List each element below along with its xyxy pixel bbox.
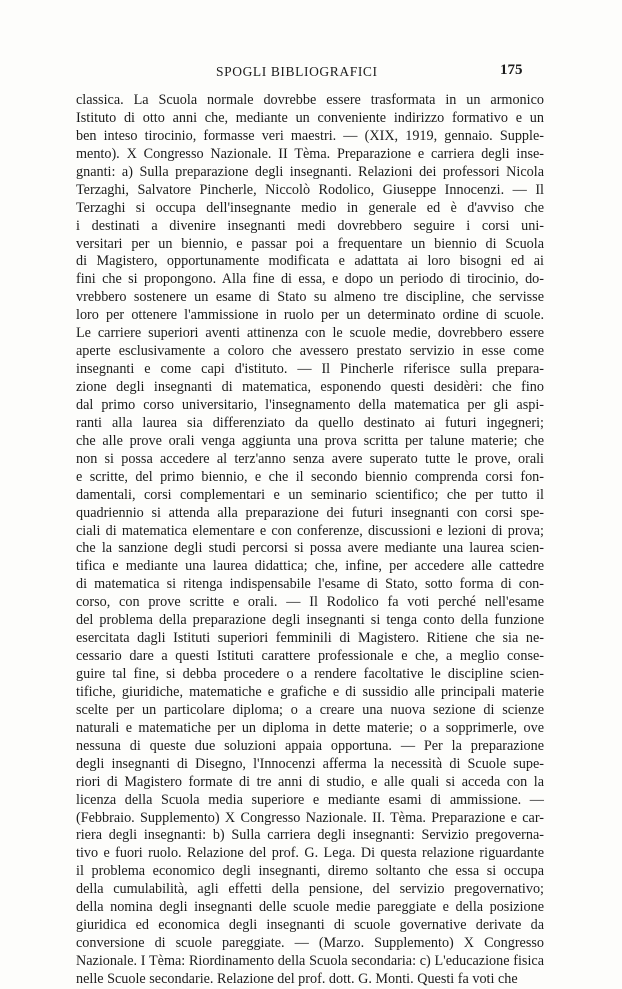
text-line: riori di Magistero formate di tre anni di studio, e alle quali si acceda con la (76, 773, 544, 790)
text-line: scelte per un particolare diploma; o a creare una nuova sezione di scienze (76, 701, 544, 718)
text-line: e scritte, del primo biennio, e che il secondo biennio comprenda corsi fon- (76, 468, 544, 485)
text-line: non si possa accedere al terz'anno senza avere superato tutte le prove, orali (76, 450, 544, 467)
text-line: riera degli insegnanti: b) Sulla carriera degli insegnanti: Servizio pregoverna- (76, 827, 544, 844)
text-line: della cumulabilità, agli effetti della pensione, del servizio pregovernativo; (76, 881, 544, 898)
text-line: zione degli insegnanti di matematica, esponendo questi desidèri: che fino (76, 379, 544, 395)
text-line: Le carriere superiori aventi attinenza con le scuole medie, dovrebbero essere (76, 325, 544, 342)
text-line: gnanti: a) Sulla preparazione degli insegnanti. Relazioni dei professori Nicola (76, 163, 544, 180)
text-line: esercitata dagli Istituti superiori femminili di Magistero. Ritiene che sia ne- (76, 630, 544, 647)
text-line: loro per ottenere l'ammissione in ruolo per un determinato ordine di scuole. (76, 307, 544, 324)
text-line: ranti alla laurea sia differenziato da quello destinato ai futuri ingegneri; (76, 414, 544, 431)
text-line: conversione di scuole pareggiate. — (Marzo. Supplemento) X Congresso (76, 935, 544, 952)
text-line: mento). X Congresso Nazionale. II Tèma. Preparazione e carriera degli inse- (76, 145, 544, 162)
text-line: vrebbero sostenere un esame di Stato su almeno tre discipline, che servisse (76, 289, 544, 306)
body-text (76, 92, 544, 989)
text-line: di matematica si ritenga indispensabile l'esame di Stato, sotto forma di con- (76, 576, 544, 593)
text-line: tivo e fuori ruolo. Relazione del prof. G. Lega. Di questa relazione riguardante (76, 845, 544, 862)
text-line: (Febbraio. Supplemento) X Congresso Nazionale. II. Tèma. Preparazione e car- (76, 809, 544, 826)
text-line: Terzaghi si occupa dell'insegnante medio in generale ed è d'avviso che (76, 199, 544, 216)
text-line: guire tal fine, si debba procedere o a rendere facoltative le discipline scien- (76, 666, 544, 682)
text-line: del problema della preparazione degli insegnanti si tenga conto della funzione (76, 612, 544, 629)
text-line: che alle prove orali venga aggiunta una prova scritta per talune materie; che (76, 432, 544, 449)
running-head: SPOGLI BIBLIOGRAFICI (216, 64, 378, 79)
text-line: che la sanzione degli studi percorsi si possa avere mediante una laurea scien- (76, 540, 544, 557)
text-line: giuridica ed economica degli insegnanti di scuole governative derivate da (76, 917, 544, 934)
text-line: fini che si propongono. Alla fine di essa, e dopo un periodo di tirocinio, do- (76, 271, 544, 288)
text-line: Istituto di otto anni che, mediante un conveniente indirizzo formativo e un (76, 109, 544, 126)
text-line: tifica e mediante una laurea didattica; che, infine, per accedere alle cattedre (76, 558, 544, 575)
text-line: licenza della Scuola media superiore e mediante esami di ammissione. — (76, 791, 544, 808)
text-line: della nomina degli insegnanti delle scuole medie pareggiate e della posizione (76, 899, 544, 916)
text-line: Nazionale. I Tèma: Riordinamento della Scuola secondaria: c) L'educazione fisica (76, 953, 544, 969)
text-line: ben inteso tirocinio, formasse veri maestri. — (XIX, 1919, gennaio. Supple- (76, 127, 544, 144)
text-line: degli insegnanti di Disegno, l'Innocenzi afferma la necessità di Scuole supe- (76, 755, 544, 772)
text-line: cessario dare a questi Istituti carattere professionale e che, a meglio conse- (76, 648, 544, 665)
text-line: damentali, corsi complementari e un seminario scientifico; che per tutto il (76, 486, 544, 503)
text-line: di Magistero, opportunamente modificata e adattata ai loro bisogni ed ai (76, 253, 544, 270)
text-line: i destinati a divenire insegnanti medi dovrebbero seguire i corsi uni- (76, 217, 544, 234)
text-line: nessuna di queste due soluzioni appaia opportuna. — Per la preparazione (76, 737, 544, 754)
text-line: naturali e matematiche per un diploma in dette materie; o a sopprimerle, ove (76, 719, 544, 736)
text-line: tifiche, giuridiche, matematiche e grafiche e di sussidio alle principali materie (76, 683, 544, 700)
text-line: aperte esclusivamente a coloro che avessero prestato servizio in esse come (76, 343, 544, 360)
text-line: ciali di matematica elementare e con conferenze, discussioni e lezioni di prova; (76, 522, 544, 539)
text-line: corso, con prove scritte e orali. — Il Rodolico fa voti perché nell'esame (76, 594, 544, 611)
text-line: insegnanti e come capi d'istituto. — Il Pincherle riferisce sulla prepara- (76, 361, 544, 378)
text-line: nelle Scuole secondarie. Relazione del prof. dott. G. Monti. Questi fa voti che (76, 970, 518, 987)
text-line: il problema economico degli insegnanti, diremo soltanto che essa si occupa (76, 863, 544, 880)
text-line: Terzaghi, Salvatore Pincherle, Niccolò Rodolico, Giuseppe Innocenzi. — Il (76, 181, 544, 198)
text-line: classica. La Scuola normale dovrebbe essere trasformata in un armonico (76, 92, 544, 108)
page-number: 175 (500, 62, 523, 78)
text-line: dal primo corso universitario, l'insegnamento della matematica per gli aspi- (76, 396, 544, 413)
text-line: versitari per un biennio, e passar poi a frequentare un biennio di Scuola (76, 235, 544, 252)
text-line: quadriennio si attenda alla preparazione dei futuri insegnanti con corsi spe- (76, 504, 544, 521)
